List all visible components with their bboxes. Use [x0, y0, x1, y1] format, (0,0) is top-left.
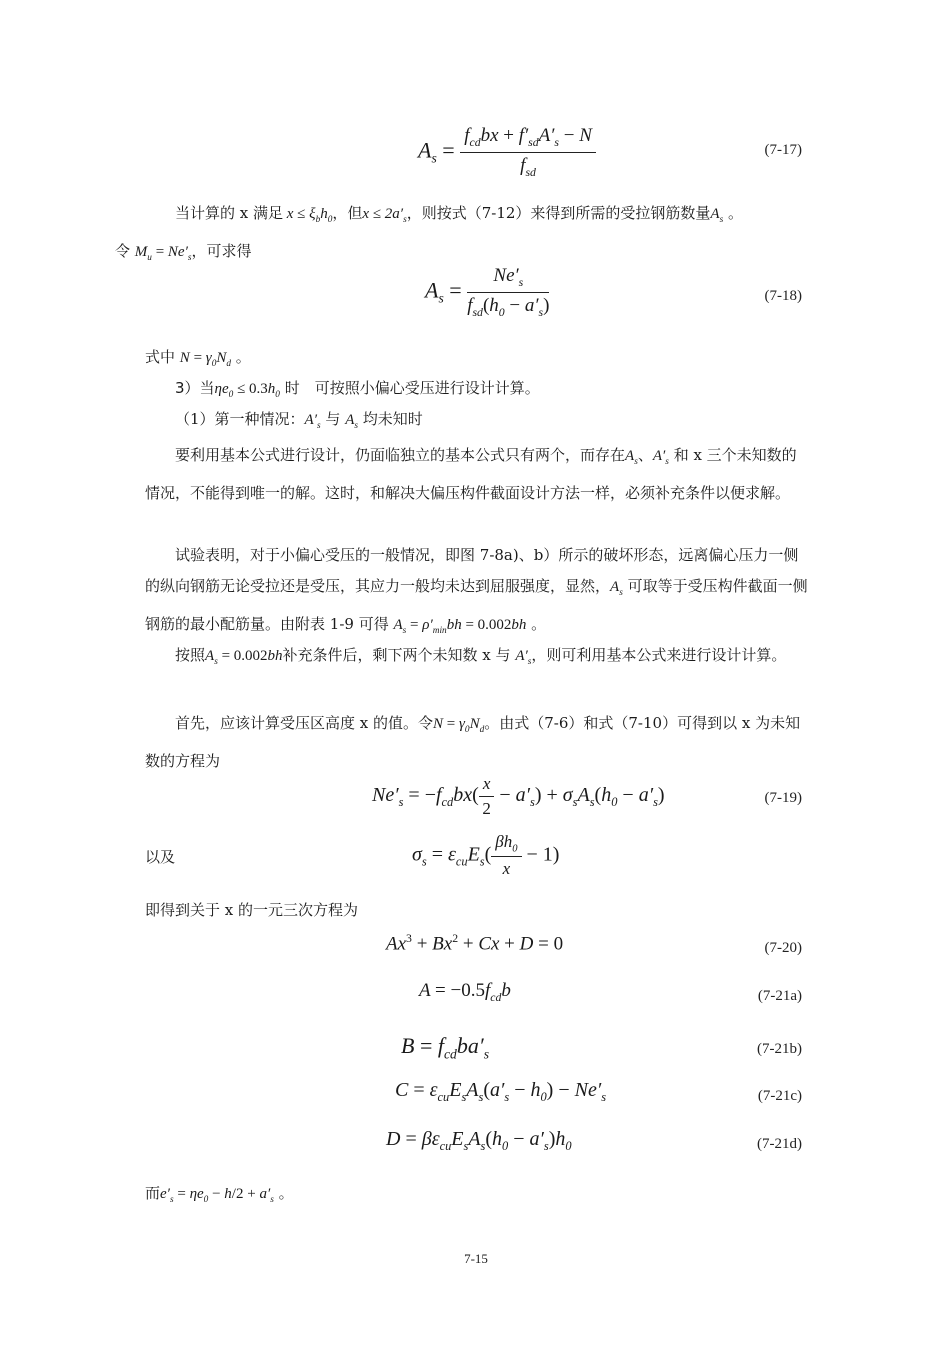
equation-number: (7-21d) — [757, 1136, 802, 1152]
equation-number: (7-19) — [764, 790, 802, 806]
equation-number: (7-21c) — [757, 1088, 802, 1104]
equation-number: (7-18) — [764, 288, 802, 304]
paragraph: 即得到关于 x 的一元三次方程为 — [145, 901, 358, 919]
paragraph: 试验表明，对于小偏心受压的一般情况，即图 7-8a)、b）所示的破坏形态，远离偏心压力一侧的纵向钢筋无论受拉还是受压，其应力一般均未达到屈服强度，显然，$A_s$ 可取等于受压构件截面一侧钢筋的最小配筋量。由附表 1-9 可得 $A_s = \rho'_{min}bh = 0.002bh$ 。 — [145, 546, 808, 636]
equation-7-17: $A_s$ = $\frac{f_{cd}bx + f'_{sd}A'_s - N}{f_{sd}}$ — [418, 125, 596, 180]
paragraph: 而$e'_s = \eta e_0 - h/2 + a'_s$ 。 — [145, 1184, 294, 1205]
equation-number: (7-21b) — [757, 1041, 802, 1057]
equation-number: (7-17) — [764, 142, 802, 158]
equation-7-20: $Ax^3 + Bx^2 + Cx + D = 0$ — [386, 932, 564, 955]
equation-7-21a: $A = -0.5f_{cd}b$ — [419, 980, 511, 1004]
equation-7-21d: $D = \beta\varepsilon_{cu}E_sA_s(h_0 - a'_s)h_0$ — [386, 1128, 572, 1153]
equation-number: (7-21a) — [757, 988, 802, 1004]
subheading: （1）第一种情况：$A'_s$ 与 $A_s$ 均未知时 — [175, 410, 423, 431]
section-heading: 3）当$\eta e_0 \le 0.3h_0$ 时 可按照小偏心受压进行设计计算。 — [175, 379, 540, 400]
equation-7-21b: $B = f_{cd}ba'_s$ — [401, 1033, 489, 1062]
page-number: 7-15 — [464, 1251, 488, 1266]
equation-sigma-s: $\sigma_s = \varepsilon_{cu}E_s$( $\frac{\beta h_0}{x}$ − 1) — [412, 832, 560, 879]
equation-7-21c: $C = \varepsilon_{cu}E_sA_s(a'_s - h_0) - Ne'_s$ — [395, 1079, 607, 1104]
equation-number: (7-20) — [764, 940, 802, 956]
paragraph: 首先，应该计算受压区高度 x 的值。令$N = \gamma_0N_d$。由式（7-6）和式（7-10）可得到以 x 为未知数的方程为 — [145, 714, 801, 770]
paragraph: 式中 $N = \gamma_0N_d$ 。 — [145, 348, 251, 369]
paragraph: 要利用基本公式进行设计，仍面临独立的基本公式只有两个，而存在$A_s$、$A'_s$ 和 x 三个未知数的情况，不能得到唯一的解。这时，和解决大偏压构件截面设计方法一样，必须补充条件以便求解。 — [145, 446, 797, 502]
paragraph: 按照$A_s = 0.002bh$补充条件后，剩下两个未知数 x 与 $A'_s$，则可利用基本公式来进行设计计算。 — [175, 646, 787, 667]
equation-7-19: $Ne'_s = -f_{cd}bx$( $\frac{x}{2}$ − $a'_s) + \sigma_sA_s(h_0 - a'_s)$ — [372, 774, 665, 818]
paragraph: 当计算的 x 满足 $x \le \xi_bh_0$，但$x \le 2a'_s$，则按式（7-12）来得到所需的受拉钢筋数量$A_s$ 。 令 $M_u = Ne'_s$，可求得 — [115, 204, 743, 263]
paragraph: 以及 — [145, 848, 176, 866]
equation-7-18: $A_s$ = $\frac{Ne'_s}{f_{sd}(h_0 - a'_s)}$ — [425, 265, 550, 319]
